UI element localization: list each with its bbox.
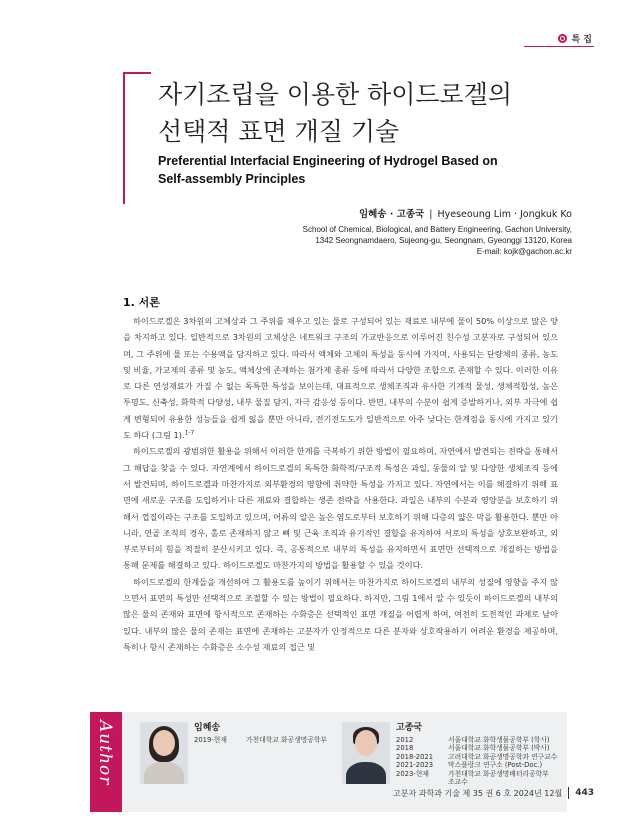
page-footer: [393, 787, 594, 799]
section-tag-label: 특 집: [571, 35, 592, 45]
author-2-desc: 서울대학교 화학생물공학부 (박사): [448, 744, 550, 753]
shoulders-shape: [346, 762, 386, 784]
author-line: [359, 206, 572, 220]
author-1-row: [194, 736, 327, 744]
author-side-label: [90, 712, 122, 812]
author-2-desc: 고려대학교 화공생명공학과 연구교수: [448, 752, 558, 761]
author-2-row: [396, 778, 468, 786]
author-label: Author: [95, 720, 115, 786]
author-2-desc: 가천대학교 화공생명배터리공학부: [448, 769, 549, 778]
author-2-desc: 조교수: [448, 778, 468, 786]
author-2-year: 2023-현재: [396, 769, 429, 778]
page-number: 443: [575, 788, 594, 798]
title-en-line2: Self-assembly Principles: [158, 172, 306, 186]
journal-info: 고분자 과학과 기술 제 35 권 6 호 2024년 12월: [393, 788, 563, 798]
affiliation-line1: School of Chemical, Biological, and Battery Engineering, Gachon University,: [302, 225, 572, 234]
author-1-photo: [140, 722, 188, 784]
tag-underline: [524, 46, 594, 47]
paragraph-3: 하이드로겔의 한계들을 개선하여 그 활용도를 높이기 위해서는 마찬가지로 하이드로겔의 내부의 성질에 영향을 주지 않으면서 표면의 특성만 선택적으로 조절할 수 있는 방법이 필요하다. 하지만, 그림 1에서 알 수 있듯이 하이드로겔의 내부의 많은 물의 존재와 표면에 항시적으로 존재하는 수화층은 선택적인 표면 개질을 어렵게 하여, 여전히 도전적인 과제로 남아있다. 내부의 많은 물의 존재는 표면에 존재하는 고분자가 안정적으로 다른 분자와 상호작용하기 어려운 환경을 제공하며, 특히나 항시 존재하는 수화층은 소수성 재료의 접근 및: [123, 576, 558, 652]
author-2-year: 2012: [396, 736, 414, 744]
author-2-row: [396, 761, 542, 769]
paragraph-1-text: 하이드로겔은 3차원의 고체상과 그 주위를 채우고 있는 물로 구성되어 있는 재료로 내부에 물이 50% 이상으로 많은 양을 차지하고 있다. 일반적으로 3차원의 고체상은 네트워크 구조의 가교반응으로 이루어진 친수성 고분자로 구성되어 있으며, 그 주위에 물 또는 수용액을 담지하고 있다. 따라서 액체와 고체의 특성을 동시에 가지며, 사용되는 단량체의 종류, 농도 및 비율, 가교제의 종류 및 농도, 액체상에 존재하는 첨가제 종류 등에 따라서 다양한 조합으로 존재할 수 있다. 이러한 이유로 다른 연성재료가 가질 수 없는 독특한 특성을 보이는데, 대표적으로 생체조직과 유사한 기계적 물성, 생체적합성, 높은 투명도, 신축성, 화학적 다양성, 내부 물질 담지, 자극 감응성 등이다. 반면, 내부의 수분이 쉽게 증발하거나, 외부 자극에 쉽게 변형되어 유용한 성능들을 쉽게 잃을 뿐만 아니라, 전기전도도가 일반적으로 아주 낮다는 한계점을 동시에 가지고 있기도 하다 (그림 1).: [123, 316, 558, 441]
author-1-year: 2019-현재: [194, 736, 227, 744]
affiliation: [172, 224, 572, 257]
title-en-line1: Preferential Interfacial Engineering of Hydrogel Based on: [158, 154, 498, 168]
author-2-year: 2021-2023: [396, 761, 434, 770]
author-2-year: 2018: [396, 744, 414, 753]
affiliation-line2: 1342 Seongnamdaero, Sujeong-gu, Seongnam, Gyeonggi 13120, Korea: [315, 236, 572, 245]
face-shape: [153, 730, 175, 756]
affiliation-email: E-mail: kojk@gachon.ac.kr: [476, 247, 572, 256]
face-shape: [355, 730, 377, 756]
footer-divider: [568, 787, 569, 799]
author-2-row: [396, 770, 549, 778]
author-1-desc: 가천대학교 화공생명공학부: [246, 736, 327, 744]
author-2-year: 2018-2021: [396, 752, 434, 761]
author-2-photo: [342, 722, 390, 784]
author-2-row: [396, 744, 550, 752]
author-2-name: 고종국: [396, 723, 423, 733]
section-tag: [558, 32, 592, 45]
author-2-year: [396, 778, 448, 786]
author-separator: |: [429, 209, 433, 220]
section-heading: 1. 서론: [123, 296, 160, 309]
shoulders-shape: [144, 762, 184, 784]
author-1-name: 임혜송: [194, 723, 221, 733]
body-text: [123, 313, 558, 655]
title-korean: [158, 76, 588, 150]
paragraph-1: [123, 313, 558, 443]
bullet-icon: [558, 34, 567, 43]
title-ko-line2: 선택적 표면 개질 기술: [158, 117, 400, 146]
title-english: [158, 152, 588, 188]
title-ko-line1: 자기조립을 이용한 하이드로겔의: [158, 80, 512, 109]
author-2-desc: 막스플랑크 연구소 (Post-Doc.): [448, 761, 543, 770]
author-2-row: [396, 753, 557, 761]
reference-superscript: 1-7: [184, 429, 195, 437]
paragraph-2: 하이드로겔의 광범위한 활용을 위해서 이러한 한계를 극복하기 위한 방법이 필요하며, 자연에서 발견되는 전략을 통해서 그 해답을 찾을 수 있다. 자연계에서 하이드로겔의 독특한 화학적/구조적 특성은 과일, 동물의 알 및 다양한 생체조직 등에서 발견되며, 하이드로겔과 마찬가지로 외부환경의 영향에 취약한 특성을 가지고 있다. 자연에서는 이를 해결하기 위해 표면에 새로운 구조를 도입하거나 다른 재료와 결합하는 생존 전략을 사용한다. 과일은 내부의 수분과 영양분을 보호하기 위해서 껍질이라는 구조를 도입하고 있으며, 어류의 알은 높은 염도로부터 보호하기 위해 다층의 얇은 막을 활용한다. 뿐만 아니라, 연골 조직의 경우, 홀로 존재하지 않고 뼈 및 근육 조직과 유기적인 결합을 유지하여 서로의 특성을 상호보완하고, 외부로부터의 힘을 적절히 분산시키고 있다. 즉, 공통적으로 내부의 특성을 유지하면서 표면만 선택적으로 개질하는 방법을 통해 문제를 해결하고 있다. 하이드로겔도 마찬가지의 방법을 활용할 수 있을 것이다.: [123, 446, 558, 571]
authors-english: Hyeseoung Lim · Jongkuk Ko: [437, 209, 572, 220]
author-2-desc: 서울대학교 화학생물공학부 (학사): [448, 736, 550, 744]
authors-korean: 임혜송 · 고종국: [358, 209, 425, 220]
title-bracket: [123, 72, 151, 204]
